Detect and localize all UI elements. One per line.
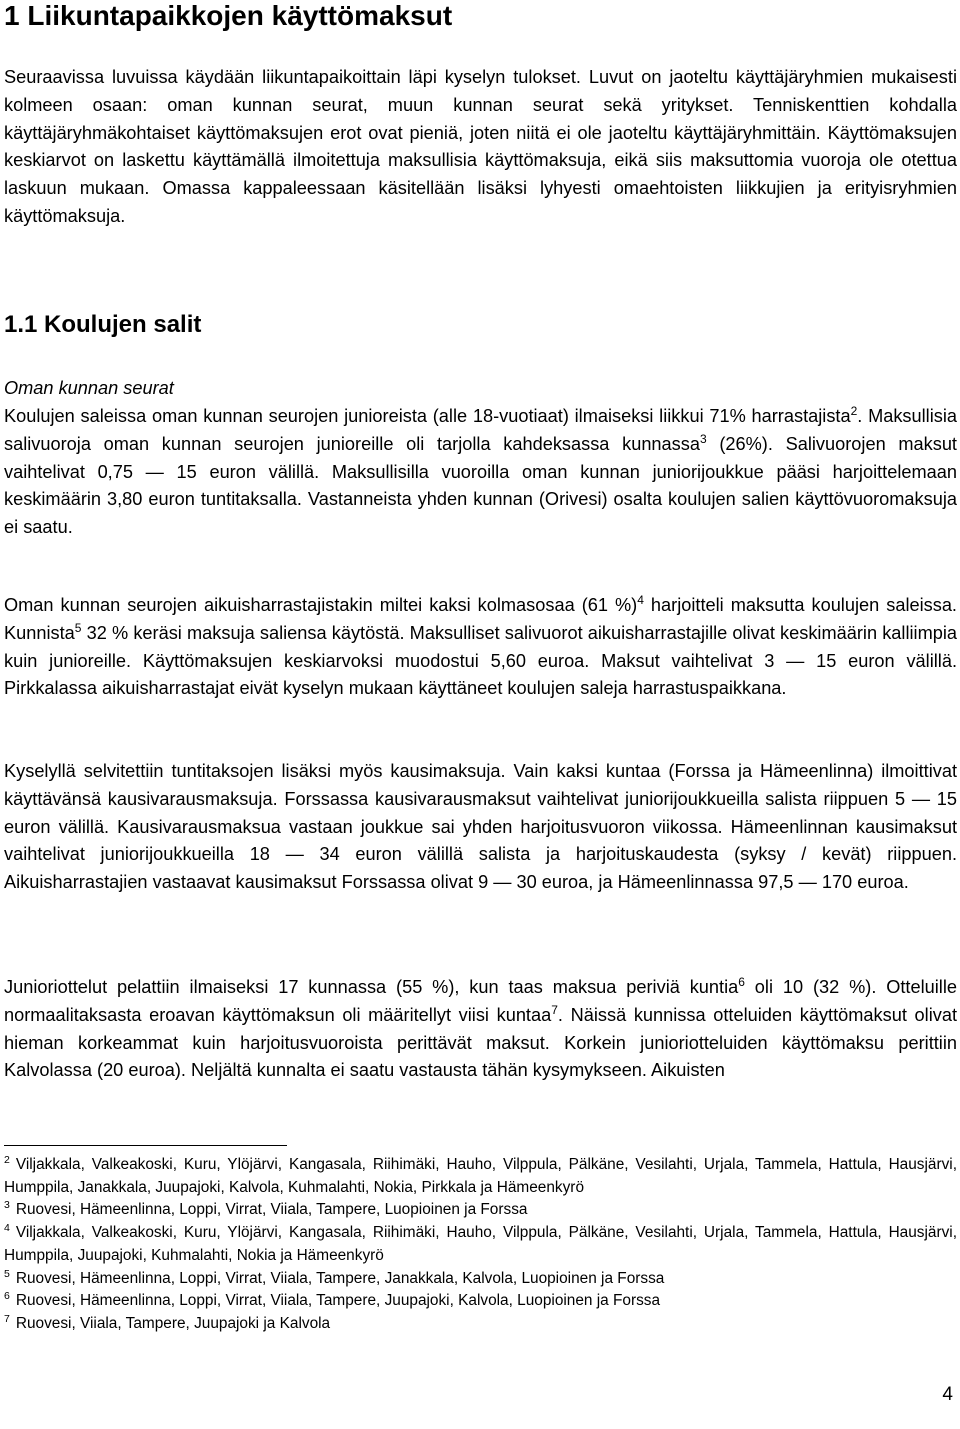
footnote-item bbox=[4, 1268, 957, 1291]
footnote-ref-2[interactable]: 2 bbox=[850, 404, 858, 418]
page-number: 4 bbox=[942, 1384, 953, 1405]
paragraph-4-text-a: Junioriottelut pelattiin ilmaiseksi 17 kunnassa (55 %), kun taas maksua periviä kuntia bbox=[4, 977, 739, 997]
paragraph-3: Kyselyllä selvitettiin tuntitaksojen lisäksi myös kausimaksuja. Vain kaksi kuntaa (Forssa ja Hämeenlinna) ilmoittivat käyttävänsä kausivarausmaksuja. Forssassa kausivarausmaksut vaihtelivat juniorijoukkueilla salista riippuen 5 — 15 euron välillä. Kausivarausmaksua vastaan joukkue sai yhden harjoitusvuoron viikossa. Hämeenlinnan kausimaksut vaihtelivat juniorijoukkueilla 18 — 34 euron välillä salista ja harjoituskaudesta (syksy / kevät) riippuen. Aikuisharrastajien vastaavat kausimaksut Forssassa olivat 9 — 30 euroa, ja Hämeenlinnassa 97,5 — 170 euroa. bbox=[4, 761, 957, 893]
footnote-ref-6[interactable]: 6 bbox=[738, 975, 745, 989]
paragraph-1-text-b: . Maksullisia salivuoroja oman kunnan seurojen junioreille oli tarjolla kahdeksassa kunnassa bbox=[4, 406, 958, 454]
footnote-number: 4 bbox=[4, 1222, 10, 1235]
footnote-number: 3 bbox=[4, 1199, 10, 1212]
paragraph-4 bbox=[4, 974, 957, 1085]
footnote-ref-7[interactable]: 7 bbox=[551, 1002, 558, 1017]
footnote-number: 7 bbox=[4, 1312, 10, 1325]
chapter-heading: 1 Liikuntapaikkojen käyttömaksut bbox=[4, 0, 453, 31]
paragraph-2-text-b: harjoitteli maksutta koulujen saleissa. Kunnista bbox=[4, 595, 957, 643]
footnote-text: Ruovesi, Viiala, Tampere, Juupajoki ja Kalvola bbox=[15, 1314, 331, 1332]
paragraph-4-text-c: . Näissä kunnissa otteluiden käyttömaksut olivat hieman korkeammat kuin harjoitusvuoroista perittävät maksut. Korkein junioriotteluiden käyttömaksu perittiin Kalvolassa (20 euroa). Neljältä kunnalta ei saatu vastausta tähän kysymykseen. Aikuisten bbox=[4, 1004, 957, 1081]
section-heading: 1.1 Koulujen salit bbox=[4, 311, 202, 338]
footnote-separator bbox=[4, 1145, 287, 1146]
paragraph-4-text-b: oli 10 (32 %). Otteluille normaalitaksasta eroavan käyttömaksun oli määritellyt viisi kuntaa bbox=[4, 977, 957, 1025]
footnote-number: 5 bbox=[4, 1267, 10, 1280]
paragraph-2 bbox=[4, 592, 957, 703]
footnote-item bbox=[4, 1222, 957, 1267]
footnote-text: Ruovesi, Hämeenlinna, Loppi, Virrat, Viiala, Tampere, Janakkala, Kalvola, Luopioinen ja Forssa bbox=[15, 1269, 665, 1287]
paragraph-2-text-a: Oman kunnan seurojen aikuisharrastajistakin miltei kaksi kolmasosaa (61 %) bbox=[4, 595, 638, 615]
paragraph-2-text-c: 32 % keräsi maksuja saliensa käytöstä. Maksulliset salivuorot aikuisharrastajille olivat keskimäärin kalliimpia kuin junioreille. Käyttömaksujen keskiarvoksi muodostui 5,60 euroa. Maksut vaihtelivat 3 — 15 euron välillä. Pirkkalassa aikuisharrastajat eivät kyselyn mukaan käyttäneet koulujen saleja harrastuspaikkana. bbox=[4, 622, 957, 699]
footnotes bbox=[4, 1154, 957, 1336]
footnote-ref-3[interactable]: 3 bbox=[699, 431, 707, 446]
subheading: Oman kunnan seurat bbox=[4, 378, 174, 398]
footnote-number: 6 bbox=[4, 1290, 10, 1303]
footnote-item bbox=[4, 1290, 957, 1313]
footnote-text: Ruovesi, Hämeenlinna, Loppi, Virrat, Viiala, Tampere, Luopioinen ja Forssa bbox=[15, 1201, 528, 1219]
footnote-item bbox=[4, 1199, 957, 1222]
footnote-ref-5[interactable]: 5 bbox=[74, 620, 82, 635]
paragraph-1 bbox=[4, 403, 957, 542]
paragraph-1-text-a: Koulujen saleissa oman kunnan seurojen junioreista (alle 18-vuotiaat) ilmaiseksi liikkui 71% harrastajista bbox=[4, 406, 851, 426]
footnote-text: Viljakkala, Valkeakoski, Kuru, Ylöjärvi, Kangasala, Riihimäki, Hauho, Vilppula, Pälkäne, Vesilahti, Urjala, Tammela, Hattula, Hausjärvi, Humppila, Juupajoki, Kuhmalahti, Nokia ja Hämeenkyrö bbox=[4, 1224, 957, 1264]
intro-paragraph: Seuraavissa luvuissa käydään liikuntapaikoittain läpi kyselyn tulokset. Luvut on jaoteltu käyttäjäryhmien mukaisesti kolmeen osaan: oman kunnan seurat, muun kunnan seurat sekä yritykset. Tenniskenttien kohdalla käyttäjäryhmäkohtaiset käyttömaksujen erot ovat pieniä, joten niitä ei ole jaoteltu käyttäjäryhmittäin. Käyttömaksujen keskiarvot on laskettu käyttämällä ilmoitettuja maksullisia käyttömaksuja, eikä siis maksuttomia vuoroja ole otettua laskuun mukaan. Omassa kappaleessaan käsitellään lisäksi lyhyesti omaehtoisten liikkujien ja erityisryhmien käyttömaksuja. bbox=[4, 67, 957, 226]
paragraph-1-text-c: (26%). Salivuorojen maksut vaihtelivat 0,75 — 15 euron välillä. Maksullisilla vuoroilla oman kunnan juniorijoukkue pääsi harjoittelemaan keskimäärin 3,80 euron tuntitaksalla. Vastanneista yhden kunnan (Orivesi) osalta koulujen salien käyttövuoromaksuja ei saatu. bbox=[4, 433, 957, 538]
footnote-text: Ruovesi, Hämeenlinna, Loppi, Virrat, Viiala, Tampere, Juupajoki, Kalvola, Luopioinen ja Forssa bbox=[15, 1292, 661, 1310]
footnote-ref-4[interactable]: 4 bbox=[637, 593, 644, 607]
footnote-number: 2 bbox=[4, 1154, 10, 1166]
footnote-item bbox=[4, 1313, 957, 1336]
footnote-item bbox=[4, 1154, 957, 1199]
footnote-text: Viljakkala, Valkeakoski, Kuru, Ylöjärvi, Kangasala, Riihimäki, Hauho, Vilppula, Pälkäne, Vesilahti, Urjala, Tammela, Hattula, Hausjärvi, Humppila, Janakkala, Juupajoki, Kalvola, Kuhmalahti, Nokia, Pirkkala ja Hämeenkyrö bbox=[4, 1156, 957, 1196]
